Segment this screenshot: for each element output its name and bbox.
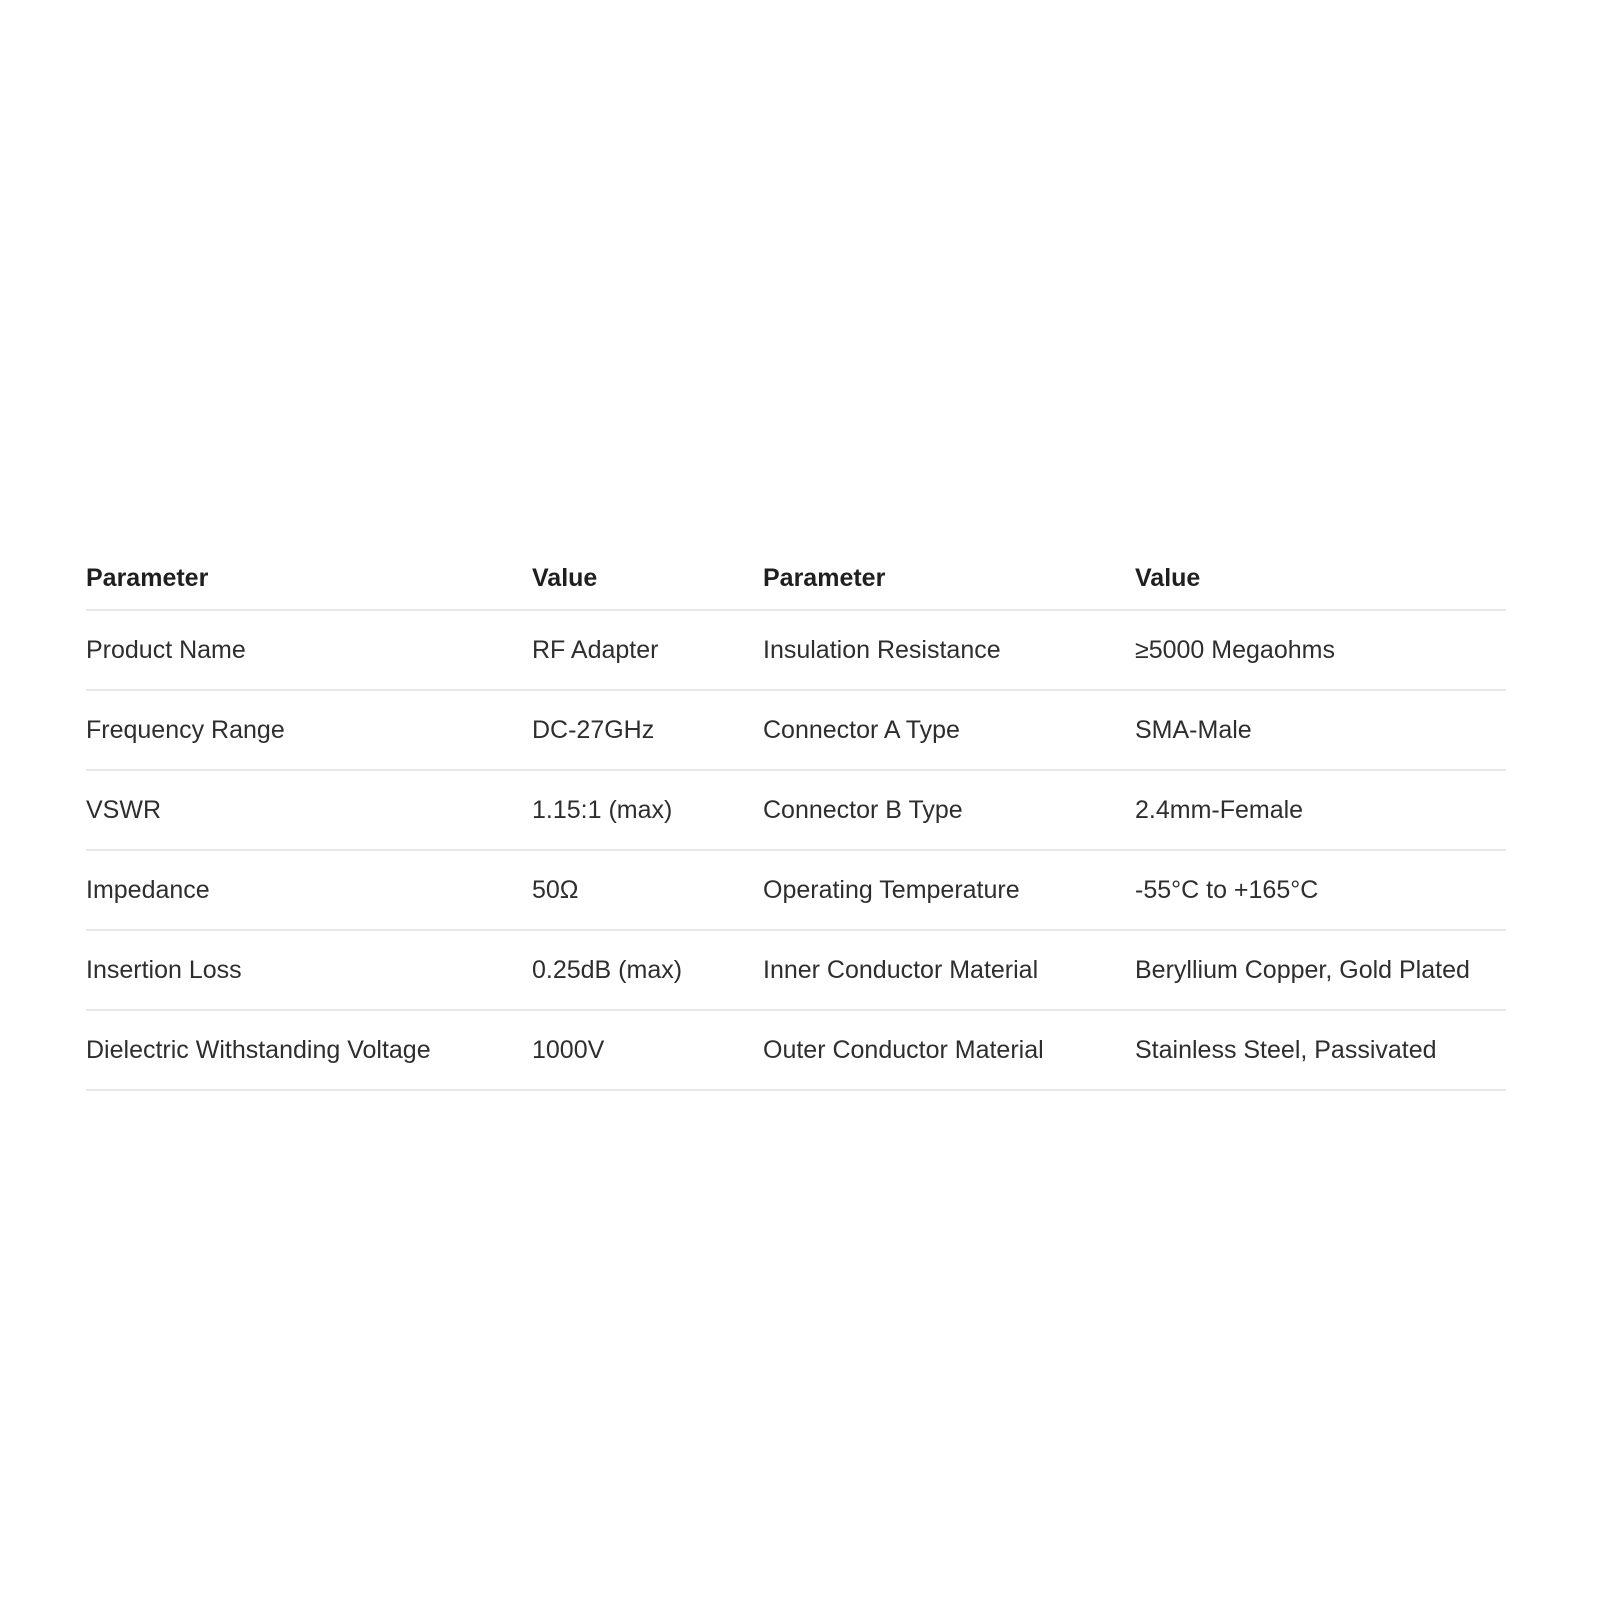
column-header-value: Value bbox=[1135, 547, 1506, 610]
value-cell: 2.4mm-Female bbox=[1135, 770, 1506, 850]
column-header-value: Value bbox=[532, 547, 763, 610]
parameter-cell: Product Name bbox=[86, 610, 532, 690]
value-cell: ≥5000 Megaohms bbox=[1135, 610, 1506, 690]
value-cell: DC-27GHz bbox=[532, 690, 763, 770]
value-cell: Beryllium Copper, Gold Plated bbox=[1135, 930, 1506, 1010]
parameter-cell: Impedance bbox=[86, 850, 532, 930]
value-cell: 50Ω bbox=[532, 850, 763, 930]
parameter-cell: Frequency Range bbox=[86, 690, 532, 770]
table-header-row bbox=[86, 547, 1506, 610]
spec-table bbox=[86, 547, 1506, 1091]
value-cell: 1.15:1 (max) bbox=[532, 770, 763, 850]
parameter-cell: Connector B Type bbox=[763, 770, 1135, 850]
column-header-parameter: Parameter bbox=[763, 547, 1135, 610]
table-row bbox=[86, 850, 1506, 930]
value-cell: -55°C to +165°C bbox=[1135, 850, 1506, 930]
table-row bbox=[86, 690, 1506, 770]
value-cell: 1000V bbox=[532, 1010, 763, 1090]
parameter-cell: Outer Conductor Material bbox=[763, 1010, 1135, 1090]
parameter-cell: Dielectric Withstanding Voltage bbox=[86, 1010, 532, 1090]
column-header-parameter: Parameter bbox=[86, 547, 532, 610]
parameter-cell: Insulation Resistance bbox=[763, 610, 1135, 690]
table-row bbox=[86, 1010, 1506, 1090]
parameter-cell: Inner Conductor Material bbox=[763, 930, 1135, 1010]
parameter-cell: Insertion Loss bbox=[86, 930, 532, 1010]
value-cell: SMA-Male bbox=[1135, 690, 1506, 770]
table-row bbox=[86, 610, 1506, 690]
value-cell: Stainless Steel, Passivated bbox=[1135, 1010, 1506, 1090]
parameter-cell: Connector A Type bbox=[763, 690, 1135, 770]
value-cell: 0.25dB (max) bbox=[532, 930, 763, 1010]
parameter-cell: Operating Temperature bbox=[763, 850, 1135, 930]
table-row bbox=[86, 930, 1506, 1010]
parameter-cell: VSWR bbox=[86, 770, 532, 850]
table-row bbox=[86, 770, 1506, 850]
value-cell: RF Adapter bbox=[532, 610, 763, 690]
